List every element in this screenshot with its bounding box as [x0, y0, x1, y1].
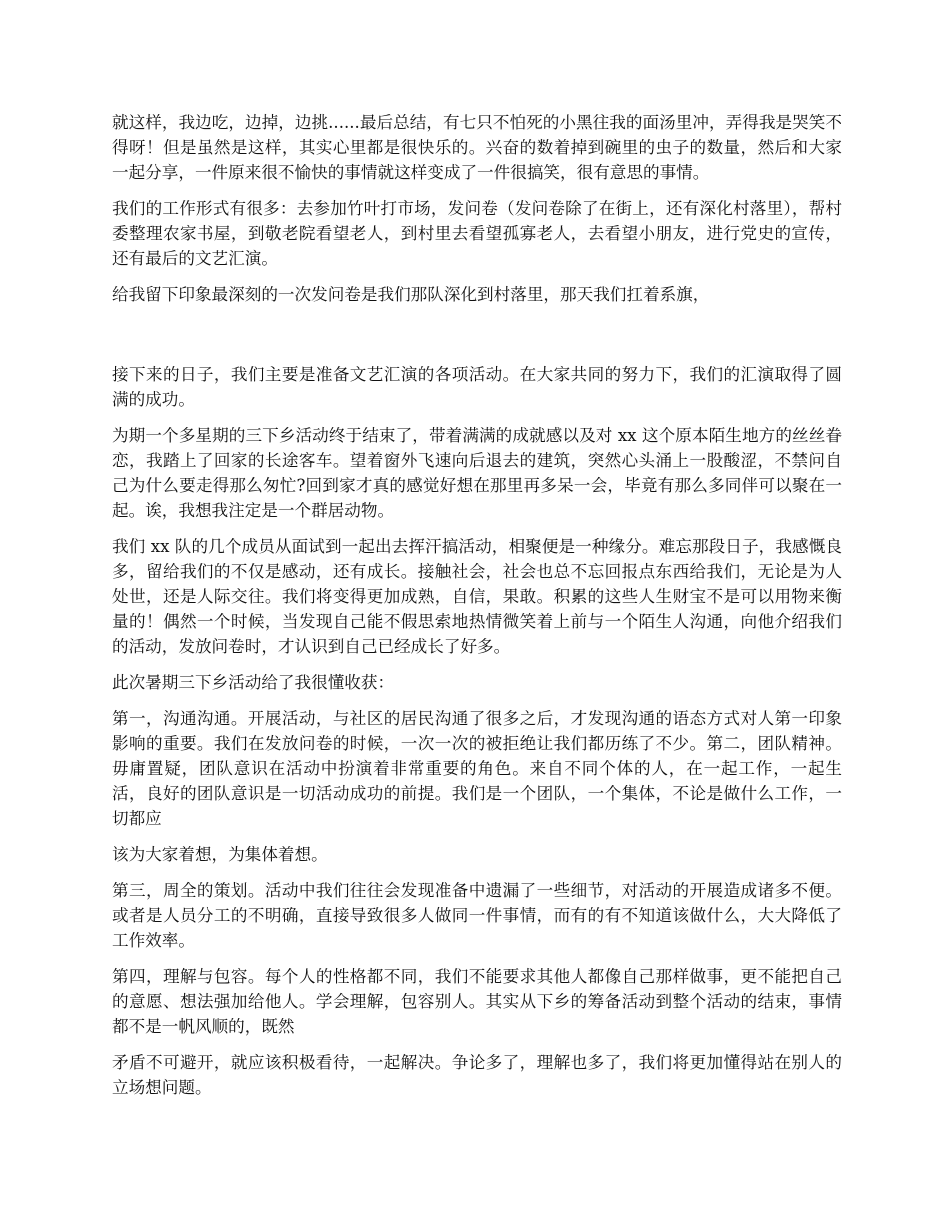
paragraph: 此次暑期三下乡活动给了我很懂收获： — [112, 673, 395, 692]
paragraph: 给我留下印象最深刻的一次发问卷是我们那队深化到村落里，那天我们扛着系旗， — [112, 285, 710, 304]
blank-space — [112, 318, 842, 362]
paragraph: 就这样，我边吃，边掉，边挑......最后总结，有七只不怕死的小黑往我的面汤里冲，弄得我是哭笑不得呀！但是虽然是这样，其实心里都是很快乐的。兴奋的数着掉到碗里的虫子的数量，然后和大家一起分享，一件原来很不愉快的事情就这样变成了一件很搞笑，很有意思的事情。 — [112, 113, 842, 182]
paragraph: 第四，理解与包容。每个人的性格都不同，我们不能要求其他人都像自己那样做事，更不能把自己的意愿、想法强加给他人。学会理解，包容别人。其实从下乡的筹备活动到整个活动的结束，事情都不是一帆风顺的，既然 — [112, 967, 842, 1036]
paragraph: 第一，沟通沟通。开展活动，与社区的居民沟通了很多之后，才发现沟通的语态方式对人第一印象影响的重要。我们在发放问卷的时候，一次一次的被拒绝让我们都历练了不少。第二，团队精神。 毋庸置疑，团队意识在活动中扮演着非常重要的角色。来自不同个体的人，在一起工作，一起生活，良好的团队意识是一切活动成功的前提。我们是一个团队，一个集体，不论是做什么工作，一切都应 — [112, 709, 842, 828]
paragraph: 第三，周全的策划。活动中我们往往会发现准备中遗漏了一些细节，对活动的开展造成诸多不便。或者是人员分工的不明确，直接导致很多人做同一件事情，而有的有不知道该做什么，大大降低了工作效率。 — [112, 881, 842, 950]
paragraph: 矛盾不可避开，就应该积极看待，一起解决。争论多了，理解也多了，我们将更加懂得站在别人的立场想问题。 — [112, 1053, 842, 1097]
paragraph: 我们的工作形式有很多：去参加竹叶打市场，发问卷（发问卷除了在街上，还有深化村落里），帮村委整理农家书屋，到敬老院看望老人，到村里去看望孤寡老人，去看望小朋友，进行党史的宣传，还有最后的文艺汇演。 — [112, 199, 842, 268]
paragraph: 我们 xx 队的几个成员从面试到一起出去挥汗搞活动，相聚便是一种缘分。难忘那段日子，我感慨良多，留给我们的不仅是感动，还有成长。接触社会，社会也总不忘回报点东西给我们，无论是为人处世，还是人际交往。我们将变得更加成熟，自信，果敢。积累的这些人生财宝不是可以用物来衡量的！偶然一个时候，当发现自己能不假思索地热情微笑着上前与一个陌生人沟通，向他介绍我们的活动，发放问卷时，才认识到自己已经成长了好多。 — [112, 537, 842, 656]
paragraph: 为期一个多星期的三下乡活动终于结束了，带着满满的成就感以及对 xx 这个原本陌生地方的丝丝眷恋，我踏上了回家的长途客车。望着窗外飞速向后退去的建筑，突然心头涌上一股酸涩，不禁问自己为什么要走得那么匆忙?回到家才真的感觉好想在那里再多呆一会，毕竟有那么多同伴可以聚在一起。诶，我想我注定是一个群居动物。 — [112, 426, 842, 520]
paragraph: 接下来的日子，我们主要是准备文艺汇演的各项活动。在大家共同的努力下，我们的汇演取得了圆满的成功。 — [112, 365, 842, 409]
paragraph: 该为大家着想，为集体着想。 — [112, 845, 328, 864]
document-body — [112, 110, 842, 1111]
